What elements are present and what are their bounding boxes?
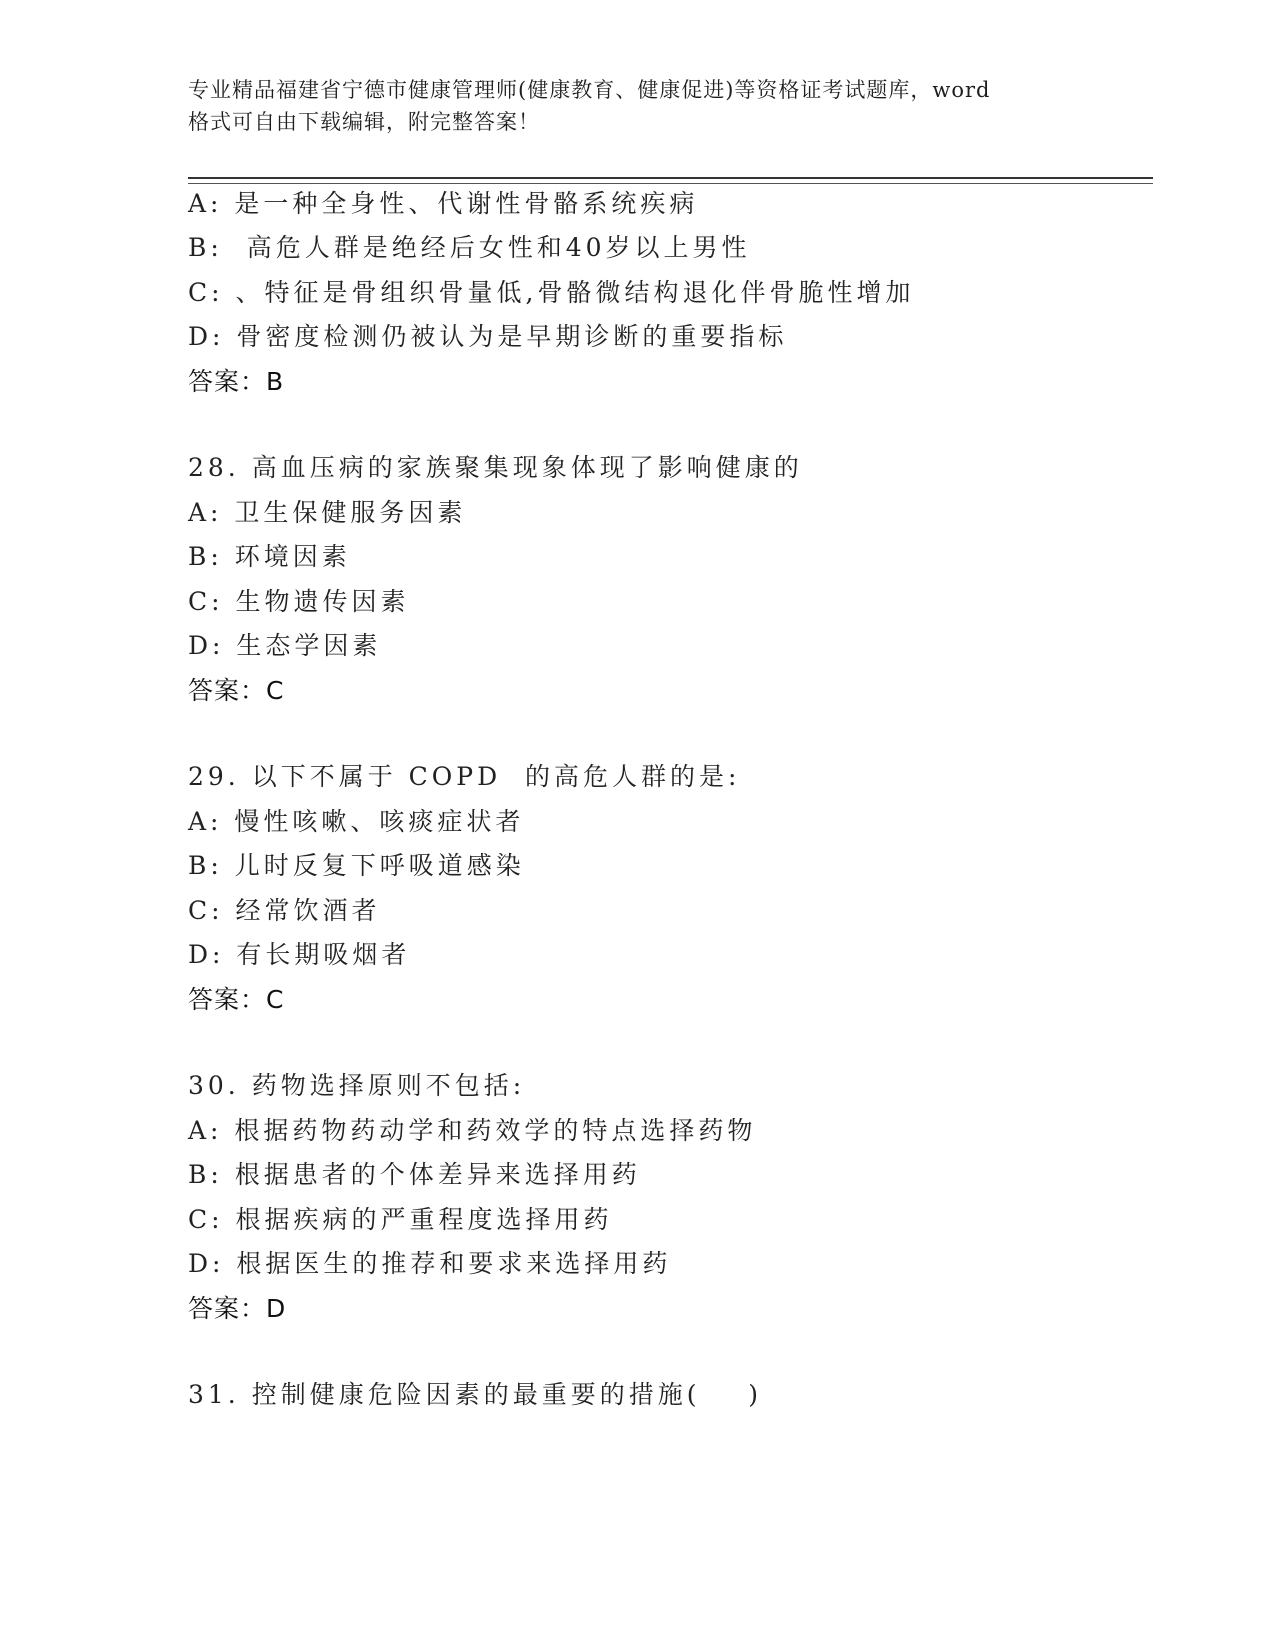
- header-line-2: 格式可自由下载编辑，附完整答案！: [188, 110, 540, 134]
- q31-question: 31. 控制健康危险因素的最重要的措施( ): [188, 1380, 763, 1409]
- q30-option-b: B: 根据患者的个体差异来选择用药: [188, 1160, 641, 1189]
- header-divider-thin: [188, 183, 1153, 184]
- q29-option-d: D: 有长期吸烟者: [188, 940, 411, 969]
- q27-option-a: A: 是一种全身性、代谢性骨骼系统疾病: [188, 189, 699, 218]
- q29-question: 29. 以下不属于 COPD 的高危人群的是:: [188, 762, 741, 791]
- q29-option-b: B: 儿时反复下呼吸道感染: [188, 851, 525, 880]
- q29-answer: 答案：C: [188, 985, 285, 1014]
- q30-option-c: C: 根据疾病的严重程度选择用药: [188, 1205, 613, 1234]
- q30-option-d: D: 根据医生的推荐和要求来选择用药: [188, 1249, 672, 1278]
- q28-option-d: D: 生态学因素: [188, 631, 382, 660]
- q27-option-b: B: 高危人群是绝经后女性和40岁以上男性: [188, 233, 751, 262]
- document-header: [188, 74, 1108, 138]
- q30-question: 30. 药物选择原则不包括:: [188, 1071, 526, 1100]
- q28-question: 28. 高血压病的家族聚集现象体现了影响健康的: [188, 453, 803, 482]
- q30-answer: 答案：D: [188, 1294, 287, 1323]
- q28-option-c: C: 生物遗传因素: [188, 587, 410, 616]
- q27-answer: 答案：B: [188, 367, 285, 396]
- q27-option-d: D: 骨密度检测仍被认为是早期诊断的重要指标: [188, 322, 788, 351]
- q29-option-c: C: 经常饮酒者: [188, 896, 381, 925]
- q28-option-a: A: 卫生保健服务因素: [188, 498, 467, 527]
- q29-option-a: A: 慢性咳嗽、咳痰症状者: [188, 807, 525, 836]
- q28-option-b: B: 环境因素: [188, 542, 351, 571]
- q27-option-c: C: 、特征是骨组织骨量低,骨骼微结构退化伴骨脆性增加: [188, 278, 915, 307]
- q28-answer: 答案：C: [188, 676, 285, 705]
- header-line-1: 专业精品福建省宁德市健康管理师(健康教育、健康促进)等资格证考试题库，word: [188, 78, 991, 102]
- q30-option-a: A: 根据药物药动学和药效学的特点选择药物: [188, 1116, 757, 1145]
- header-divider-thick: [188, 177, 1153, 179]
